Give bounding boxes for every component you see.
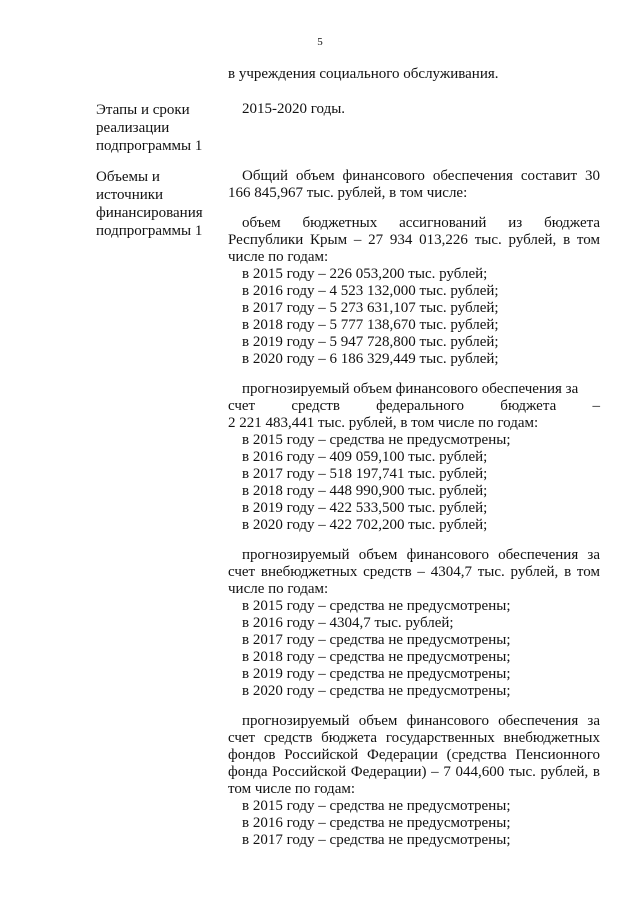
page-number: 5 (317, 36, 323, 48)
year-item: в 2018 году – средства не предусмотрены; (242, 649, 511, 665)
federal-budget-years (228, 432, 600, 534)
year-item: в 2020 году – 6 186 329,449 тыс. рублей; (242, 351, 499, 367)
year-item: в 2016 году – 409 059,100 тыс. рублей; (242, 449, 488, 465)
year-item: в 2016 году – 4 523 132,000 тыс. рублей; (242, 283, 499, 299)
year-item: в 2016 году – средства не предусмотрены; (242, 815, 511, 831)
stages-value: 2015-2020 годы. (242, 101, 346, 117)
stages-label: Этапы и сроки реализации подпрограммы 1 (96, 102, 203, 154)
intro-line: в учреждения социального обслуживания. (228, 66, 499, 82)
year-item: в 2019 году – 5 947 728,800 тыс. рублей; (242, 334, 499, 350)
year-item: в 2020 году – 422 702,200 тыс. рублей; (242, 517, 488, 533)
year-item: в 2018 году – 5 777 138,670 тыс. рублей; (242, 317, 499, 333)
crimea-budget-years (228, 266, 600, 368)
year-item: в 2017 году – средства не предусмотрены; (242, 832, 511, 848)
year-item: в 2017 году – средства не предусмотрены; (242, 632, 511, 648)
pension-fund-years (228, 798, 600, 849)
federal-intro-line-3: 2 221 483,441 тыс. рублей, в том числе по годам: (228, 415, 539, 431)
extrabudgetary-intro: прогнозируемый объем финансового обеспечения за счет внебюджетных средств – 4304,7 тыс. рублей, в том числе по годам: (228, 547, 600, 597)
year-item: в 2017 году – 518 197,741 тыс. рублей; (242, 466, 488, 482)
year-item: в 2019 году – 422 533,500 тыс. рублей; (242, 500, 488, 516)
financing-label: Объемы и источники финансирования подпрограммы 1 (96, 169, 203, 239)
pension-fund-intro: прогнозируемый объем финансового обеспечения за счет средств бюджета государственных внебюджетных фондов Российской Федерации (средства Пенсионного фонда Российской Федерации) – 7 044,600 тыс. рублей, в том числе по годам: (228, 713, 600, 797)
financing-total: Общий объем финансового обеспечения составит 30 166 845,967 тыс. рублей, в том числе: (228, 168, 600, 201)
year-item: в 2015 году – средства не предусмотрены; (242, 598, 511, 614)
year-item: в 2015 году – 226 053,200 тыс. рублей; (242, 266, 488, 282)
year-item: в 2016 году – 4304,7 тыс. рублей; (242, 615, 454, 631)
extrabudgetary-years (228, 598, 600, 700)
year-item: в 2015 году – средства не предусмотрены; (242, 798, 511, 814)
year-item: в 2017 году – 5 273 631,107 тыс. рублей; (242, 300, 499, 316)
year-item: в 2018 году – 448 990,900 тыс. рублей; (242, 483, 488, 499)
federal-budget-intro (228, 381, 600, 432)
federal-intro-line-2: счет средств федерального бюджета – (228, 398, 600, 414)
crimea-budget-intro: объем бюджетных ассигнований из бюджета Республики Крым – 27 934 013,226 тыс. рублей, в том числе по годам: (228, 215, 600, 265)
financing-content (228, 168, 600, 849)
year-item: в 2020 году – средства не предусмотрены; (242, 683, 511, 699)
year-item: в 2019 году – средства не предусмотрены; (242, 666, 511, 682)
year-item: в 2015 году – средства не предусмотрены; (242, 432, 511, 448)
federal-intro-line-1: прогнозируемый объем финансового обеспечения за (242, 381, 579, 397)
